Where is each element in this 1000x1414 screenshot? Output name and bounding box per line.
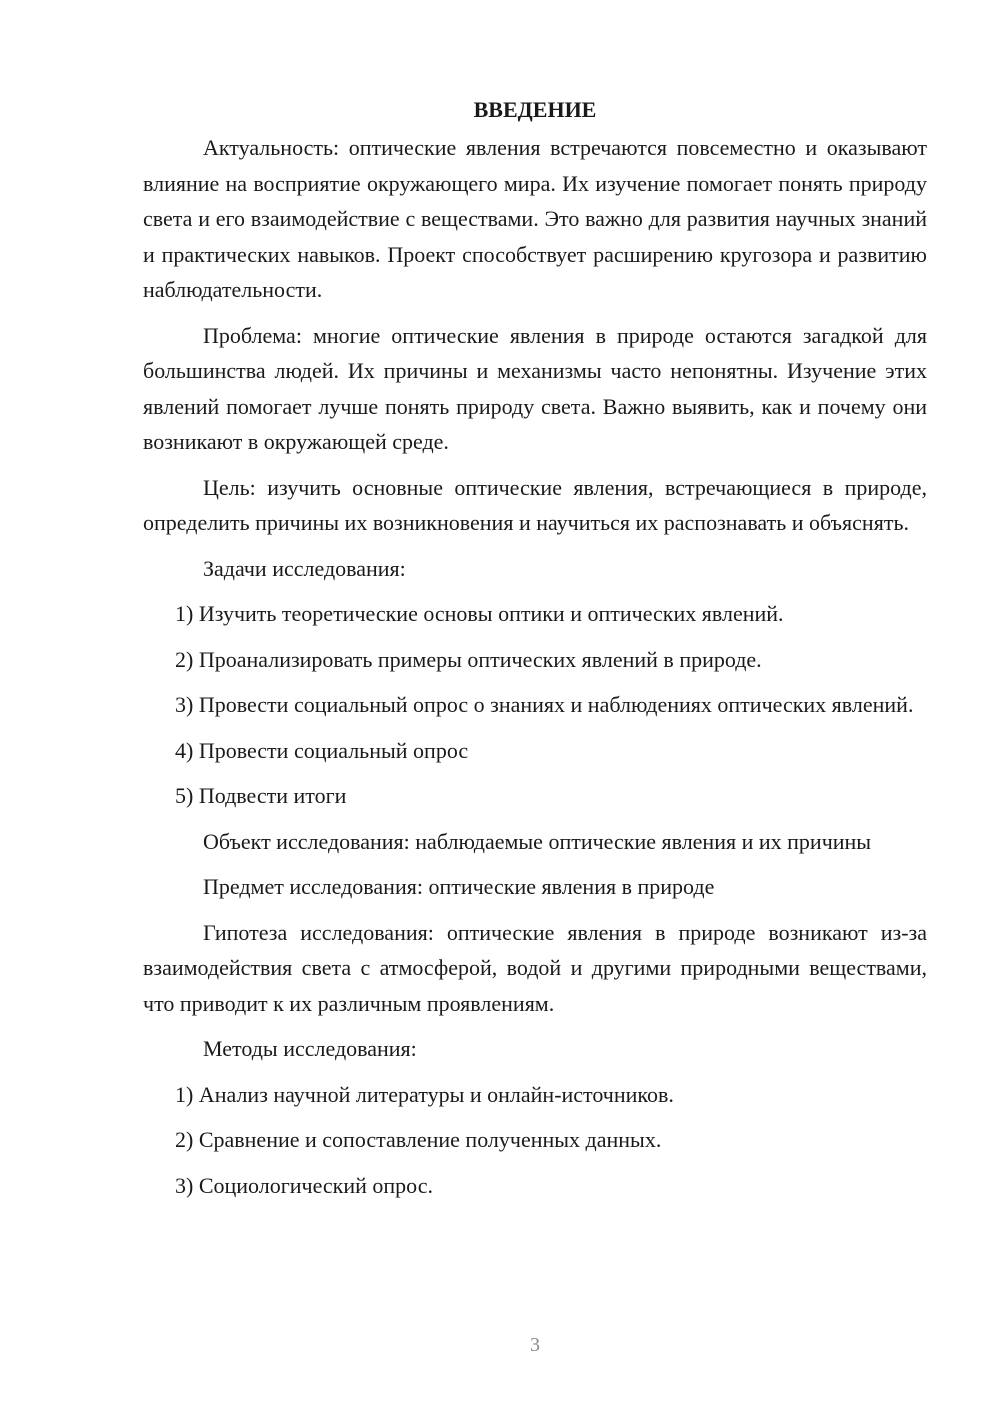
hypothesis-paragraph: Гипотеза исследования: оптические явления в природе возникают из-за взаимодействия света с атмосферой, водой и другими природными веществами, что приводит к их различным проявлениям.: [143, 919, 927, 1016]
task-item: 5) Подвести итоги: [175, 783, 347, 808]
method-item: 1) Анализ научной литературы и онлайн-источников.: [175, 1081, 674, 1107]
method-item: 2) Сравнение и сопоставление полученных данных.: [175, 1127, 662, 1152]
task-item: 4) Провести социальный опрос: [175, 737, 469, 763]
subject-paragraph: Предмет исследования: оптические явления в природе: [203, 874, 715, 899]
page-number: 3: [530, 1334, 540, 1356]
methods-heading: Методы исследования:: [203, 1036, 417, 1061]
problem-paragraph: Проблема: многие оптические явления в природе остаются загадкой для большинства людей. Их причины и механизмы часто непонятны. Изучение этих явлений помогает лучше понять природу света. Важно выявить, как и почему они возникают в окружающей среде.: [143, 322, 927, 454]
task-item: 1) Изучить теоретические основы оптики и оптических явлений.: [175, 601, 784, 626]
page-title: ВВЕДЕНИЕ: [473, 97, 597, 122]
object-paragraph: Объект исследования: наблюдаемые оптические явления и их причины: [203, 828, 872, 854]
method-item: 3) Социологический опрос.: [175, 1172, 433, 1198]
tasks-heading: Задачи исследования:: [203, 555, 406, 581]
task-item: 3) Провести социальный опрос о знаниях и наблюдениях оптических явлений.: [175, 692, 914, 717]
page-content: [143, 92, 927, 1213]
relevance-paragraph: Актуальность: оптические явления встречаются повсеместно и оказывают влияние на восприятие окружающего мира. Их изучение помогает понять природу света и его взаимодействие с веществами. Это важно для развития научных знаний и практических навыков. Проект способствует расширению кругозора и развитию наблюдательности.: [143, 135, 927, 302]
task-item: 2) Проанализировать примеры оптических явлений в природе.: [175, 646, 762, 672]
goal-paragraph: Цель: изучить основные оптические явления, встречающиеся в природе, определить причины их возникновения и научиться их распознавать и объяснять.: [143, 474, 927, 535]
